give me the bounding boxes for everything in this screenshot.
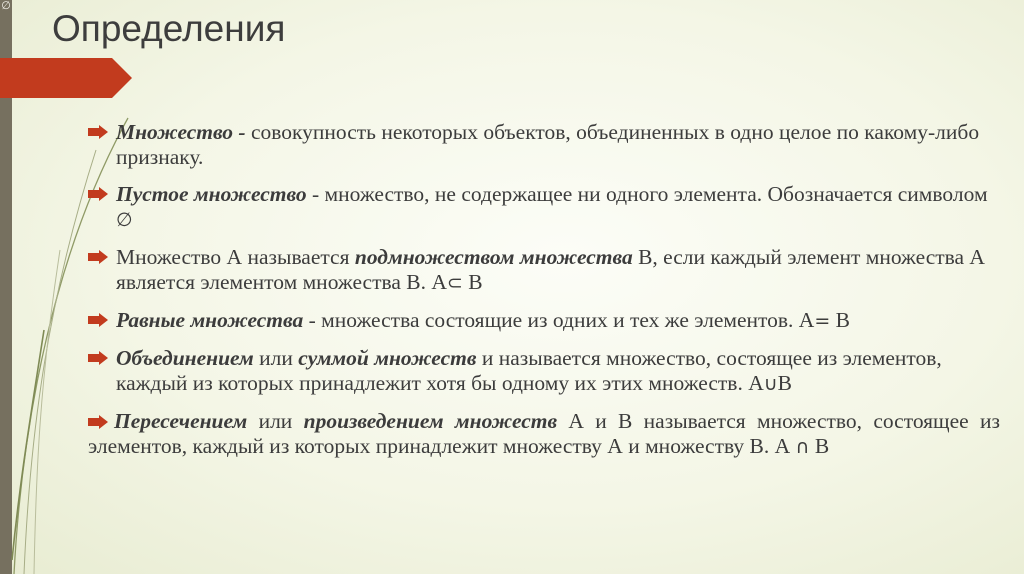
- arrow-bullet-icon: [88, 415, 108, 429]
- definition-tail: В: [462, 270, 483, 294]
- definition-text: В, если каждый элемент множества А является элементом множества В. А: [116, 245, 985, 294]
- definition-intersection: [88, 409, 1000, 460]
- term: Множество -: [116, 120, 246, 144]
- definition-tail: В: [830, 308, 850, 332]
- definition-text: и называется множество, состоящее из элементов, каждый из которых принадлежит хотя бы одному их этих множеств. А: [116, 346, 942, 395]
- definition-empty-set: [88, 182, 1000, 233]
- page-title: Определения: [52, 8, 286, 49]
- term: Пересечением: [114, 409, 248, 433]
- intersection-symbol: ∩: [795, 436, 810, 458]
- arrow-bullet-icon: [88, 250, 108, 264]
- definitions-list: [88, 120, 1000, 472]
- arrow-bullet-icon: [88, 187, 108, 201]
- definition-connector: или: [247, 409, 304, 433]
- definition-text: совокупность некоторых объектов, объединенных в одно целое по какому-либо признаку.: [116, 120, 980, 169]
- definition-text: А и В называется множество, состоящее из элементов, каждый из которых принадлежит множеству А и множеству В. А: [88, 409, 1000, 458]
- term: Пустое множество: [116, 182, 307, 206]
- definition-tail: В: [809, 434, 830, 458]
- definition-union: [88, 346, 1000, 397]
- term: Объединением: [116, 346, 254, 370]
- term-secondary: суммой множеств: [298, 346, 477, 370]
- definition-equal-sets: [88, 308, 1000, 334]
- subset-symbol: ⊂: [446, 272, 463, 294]
- arrow-bullet-icon: [88, 125, 108, 139]
- term: подмножеством множества: [354, 245, 633, 269]
- empty-set-mark: ∅: [1, 0, 11, 12]
- arrow-bullet-icon: [88, 313, 108, 327]
- empty-set-symbol: ∅: [116, 209, 133, 231]
- term: Равные множества: [116, 308, 304, 332]
- definition-tail: В: [777, 371, 792, 395]
- equals-symbol: =: [814, 310, 831, 332]
- definition-text-prefix: Множество А называется: [116, 245, 355, 269]
- definition-text: - множество, не содержащее ни одного элемента. Обозначается символом: [306, 182, 988, 206]
- definition-connector: или: [253, 346, 299, 370]
- arrow-bullet-icon: [88, 351, 108, 365]
- accent-tab: [0, 58, 132, 98]
- term-secondary: произведением множеств: [303, 409, 558, 433]
- definition-set: [88, 120, 1000, 170]
- union-symbol: ∪: [763, 373, 778, 395]
- definition-text: - множества состоящие из одних и тех же элементов. А: [303, 308, 815, 332]
- definition-subset: [88, 245, 1000, 296]
